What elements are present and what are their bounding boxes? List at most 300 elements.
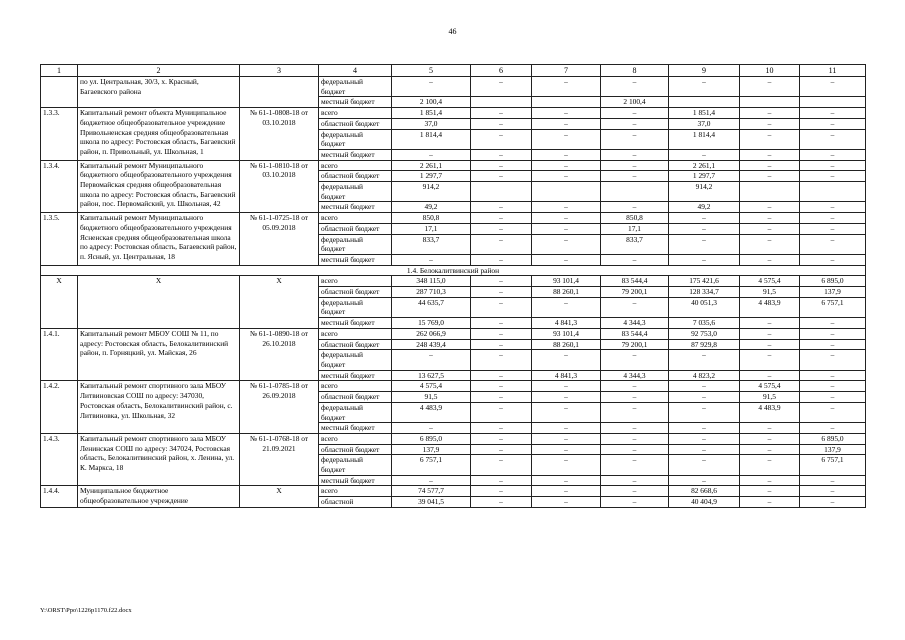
amount-cell: – [669, 381, 740, 392]
amount-cell: – [471, 433, 532, 444]
amount-cell: – [532, 234, 601, 254]
amount-cell: 137,9 [800, 444, 866, 455]
amount-cell: – [532, 171, 601, 182]
funding-source: федеральный бюджет [319, 455, 392, 475]
section-title: 1.4. Белокалитвинский район [41, 265, 866, 276]
amount-cell: – [800, 108, 866, 119]
amount-cell: – [800, 223, 866, 234]
amount-cell [471, 182, 532, 202]
amount-cell: – [740, 149, 800, 160]
amount-cell: – [669, 433, 740, 444]
amount-cell: 40 051,3 [669, 297, 740, 317]
amount-cell: – [740, 108, 800, 119]
amount-cell: – [669, 213, 740, 224]
amount-cell: – [800, 149, 866, 160]
amount-cell: – [601, 108, 669, 119]
object-name: по ул. Центральная, 30/3, х. Красный, Багаевского района [78, 77, 240, 108]
funding-source: местный бюджет [319, 370, 392, 381]
amount-cell: – [740, 444, 800, 455]
column-header-row [41, 65, 866, 77]
amount-cell [471, 97, 532, 108]
amount-cell: – [471, 423, 532, 434]
amount-cell [601, 182, 669, 202]
amount-cell: 39 041,5 [392, 497, 471, 508]
column-header: 1 [41, 65, 78, 77]
amount-cell: 2 261,1 [669, 160, 740, 171]
amount-cell: – [532, 202, 601, 213]
object-name: Капитальный ремонт объекта Муниципальное бюджетное общеобразовательное учреждение Привольненская средняя общеобразовательная школа по адресу: Ростовская область, Багаевский район, п. Привольный, ул. Школьная, 1 [78, 108, 240, 161]
amount-cell: – [740, 455, 800, 475]
funding-source: областной бюджет [319, 118, 392, 129]
funding-source: федеральный бюджет [319, 402, 392, 422]
amount-cell: – [800, 475, 866, 486]
amount-cell: 1 297,7 [392, 171, 471, 182]
funding-source: областной бюджет [319, 392, 392, 403]
column-header: 10 [740, 65, 800, 77]
amount-cell: – [532, 433, 601, 444]
funding-source: всего [319, 486, 392, 497]
amount-cell: – [740, 497, 800, 508]
amount-cell: – [800, 381, 866, 392]
column-header: 3 [240, 65, 319, 77]
row-number [41, 77, 78, 108]
amount-cell: – [800, 370, 866, 381]
table-row [41, 276, 866, 287]
amount-cell: – [669, 149, 740, 160]
object-name: Капитальный ремонт спортивного зала МБОУ Ленинская СОШ по адресу: 347024, Ростовская область, Белокалитвинский район, х. Ленина, ул. К. Маркса, 18 [78, 433, 240, 486]
amount-cell: – [601, 129, 669, 149]
amount-cell: – [471, 497, 532, 508]
amount-cell: – [471, 318, 532, 329]
amount-cell: – [471, 339, 532, 350]
amount-cell [532, 182, 601, 202]
amount-cell: 17,1 [392, 223, 471, 234]
funding-source: всего [319, 328, 392, 339]
amount-cell: – [392, 350, 471, 370]
amount-cell: – [800, 497, 866, 508]
object-name: Х [78, 276, 240, 329]
amount-cell [800, 97, 866, 108]
amount-cell: – [532, 381, 601, 392]
amount-cell: – [800, 392, 866, 403]
amount-cell: 6 895,0 [392, 433, 471, 444]
amount-cell: – [532, 254, 601, 265]
amount-cell: – [601, 77, 669, 97]
funding-source: областной бюджет [319, 287, 392, 298]
amount-cell: – [471, 213, 532, 224]
amount-cell: – [532, 118, 601, 129]
object-name: Капитальный ремонт Муниципального бюджетного общеобразовательного учреждения Ясненская средняя общеобразовательная школа по адресу: Ростовская область, Багаевский район, п. Ясный, ул. Центральная, 18 [78, 213, 240, 266]
amount-cell: – [740, 254, 800, 265]
amount-cell: 175 421,6 [669, 276, 740, 287]
amount-cell: 6 757,1 [800, 455, 866, 475]
amount-cell: – [392, 475, 471, 486]
amount-cell: 79 200,1 [601, 287, 669, 298]
table-row [41, 213, 866, 224]
row-number: Х [41, 276, 78, 329]
amount-cell: – [740, 77, 800, 97]
amount-cell: – [471, 118, 532, 129]
funding-source: всего [319, 160, 392, 171]
amount-cell: – [471, 77, 532, 97]
amount-cell: – [532, 223, 601, 234]
amount-cell: – [532, 402, 601, 422]
object-name: Муниципальное бюджетное общеобразовательное учреждение [78, 486, 240, 507]
funding-source: федеральный бюджет [319, 182, 392, 202]
table-row [41, 381, 866, 392]
document-ref: № 61-1-0785-18 от 26.09.2018 [240, 381, 319, 434]
funding-source: областной [319, 497, 392, 508]
budget-table [40, 64, 866, 508]
amount-cell: – [532, 444, 601, 455]
amount-cell: – [740, 350, 800, 370]
page-number: 46 [448, 27, 457, 36]
amount-cell: – [532, 486, 601, 497]
funding-source: федеральный бюджет [319, 350, 392, 370]
funding-source: местный бюджет [319, 149, 392, 160]
amount-cell: 4 575,4 [740, 381, 800, 392]
amount-cell: – [740, 423, 800, 434]
amount-cell: – [532, 160, 601, 171]
funding-source: местный бюджет [319, 423, 392, 434]
amount-cell: – [471, 370, 532, 381]
amount-cell: – [740, 171, 800, 182]
amount-cell: 4 344,3 [601, 318, 669, 329]
amount-cell: – [669, 392, 740, 403]
amount-cell: – [601, 497, 669, 508]
amount-cell: – [800, 202, 866, 213]
amount-cell: 37,0 [669, 118, 740, 129]
amount-cell: 248 439,4 [392, 339, 471, 350]
amount-cell: – [669, 455, 740, 475]
amount-cell: – [800, 423, 866, 434]
amount-cell: – [471, 297, 532, 317]
amount-cell: – [669, 423, 740, 434]
amount-cell: 348 115,0 [392, 276, 471, 287]
document-ref: № 61-1-0808-18 от 03.10.2018 [240, 108, 319, 161]
amount-cell: – [800, 129, 866, 149]
amount-cell: 37,0 [392, 118, 471, 129]
column-header: 5 [392, 65, 471, 77]
amount-cell: 1 814,4 [392, 129, 471, 149]
amount-cell: – [532, 392, 601, 403]
funding-source: федеральный бюджет [319, 129, 392, 149]
amount-cell: – [471, 287, 532, 298]
amount-cell: – [740, 223, 800, 234]
amount-cell: – [601, 254, 669, 265]
amount-cell: 4 483,9 [740, 402, 800, 422]
row-number: 1.4.2. [41, 381, 78, 434]
amount-cell: – [800, 160, 866, 171]
amount-cell: – [601, 381, 669, 392]
amount-cell: 13 627,5 [392, 370, 471, 381]
amount-cell: 1 297,7 [669, 171, 740, 182]
column-header: 11 [800, 65, 866, 77]
amount-cell: – [601, 455, 669, 475]
amount-cell: – [532, 475, 601, 486]
amount-cell: – [471, 254, 532, 265]
amount-cell: 82 668,6 [669, 486, 740, 497]
amount-cell: – [471, 402, 532, 422]
amount-cell: – [532, 149, 601, 160]
column-header: 7 [532, 65, 601, 77]
amount-cell: 1 851,4 [669, 108, 740, 119]
column-header: 8 [601, 65, 669, 77]
amount-cell: – [471, 223, 532, 234]
amount-cell: – [601, 486, 669, 497]
funding-source: всего [319, 381, 392, 392]
amount-cell: – [800, 328, 866, 339]
row-number: 1.4.4. [41, 486, 78, 507]
row-number: 1.3.3. [41, 108, 78, 161]
amount-cell: – [601, 444, 669, 455]
amount-cell: – [601, 475, 669, 486]
amount-cell: 850,8 [392, 213, 471, 224]
amount-cell: – [740, 318, 800, 329]
amount-cell: 40 404,9 [669, 497, 740, 508]
table-row [41, 108, 866, 119]
row-number: 1.4.3. [41, 433, 78, 486]
amount-cell: – [740, 234, 800, 254]
amount-cell: 74 577,7 [392, 486, 471, 497]
amount-cell: – [669, 234, 740, 254]
amount-cell: 91,5 [740, 392, 800, 403]
amount-cell: – [740, 339, 800, 350]
table-row [41, 160, 866, 171]
amount-cell: – [669, 77, 740, 97]
amount-cell: – [471, 234, 532, 254]
amount-cell: 6 895,0 [800, 276, 866, 287]
amount-cell: – [740, 370, 800, 381]
amount-cell: 4 483,9 [740, 297, 800, 317]
amount-cell: – [740, 433, 800, 444]
amount-cell: 44 635,7 [392, 297, 471, 317]
funding-source: всего [319, 213, 392, 224]
amount-cell: – [669, 254, 740, 265]
amount-cell: – [740, 475, 800, 486]
amount-cell: – [800, 318, 866, 329]
amount-cell: 6 757,1 [800, 297, 866, 317]
amount-cell: 833,7 [392, 234, 471, 254]
amount-cell: – [471, 455, 532, 475]
amount-cell: – [601, 402, 669, 422]
amount-cell: – [800, 213, 866, 224]
amount-cell: – [392, 149, 471, 160]
document-ref: № 61-1-0890-18 от 26.10.2018 [240, 328, 319, 381]
amount-cell: – [601, 171, 669, 182]
amount-cell: 6 895,0 [800, 433, 866, 444]
document-ref: Х [240, 276, 319, 329]
amount-cell: 2 261,1 [392, 160, 471, 171]
amount-cell: 88 260,1 [532, 339, 601, 350]
amount-cell: – [740, 118, 800, 129]
section-row [41, 265, 866, 276]
amount-cell: 93 101,4 [532, 328, 601, 339]
amount-cell: – [471, 392, 532, 403]
funding-source: местный бюджет [319, 202, 392, 213]
amount-cell: – [601, 118, 669, 129]
document-ref: № 61-1-0768-18 от 21.09.2021 [240, 433, 319, 486]
amount-cell: – [471, 350, 532, 370]
amount-cell: 49,2 [392, 202, 471, 213]
funding-source: федеральный бюджет [319, 77, 392, 97]
amount-cell: – [471, 328, 532, 339]
document-ref: № 61-1-0810-18 от 03.10.2018 [240, 160, 319, 213]
amount-cell: 850,8 [601, 213, 669, 224]
amount-cell: – [471, 475, 532, 486]
amount-cell: – [669, 475, 740, 486]
row-number: 1.3.4. [41, 160, 78, 213]
amount-cell: 91,5 [392, 392, 471, 403]
amount-cell: 4 841,3 [532, 318, 601, 329]
amount-cell: 7 035,6 [669, 318, 740, 329]
amount-cell: – [471, 486, 532, 497]
amount-cell: 4 483,9 [392, 402, 471, 422]
amount-cell: – [601, 202, 669, 213]
amount-cell [740, 182, 800, 202]
column-header: 4 [319, 65, 392, 77]
amount-cell: 87 929,8 [669, 339, 740, 350]
amount-cell: 914,2 [392, 182, 471, 202]
amount-cell: 4 823,2 [669, 370, 740, 381]
amount-cell: – [392, 254, 471, 265]
row-number: 1.3.5. [41, 213, 78, 266]
column-header: 6 [471, 65, 532, 77]
amount-cell: 4 575,4 [392, 381, 471, 392]
amount-cell: – [532, 455, 601, 475]
funding-source: всего [319, 276, 392, 287]
amount-cell: – [471, 202, 532, 213]
table-row [41, 77, 866, 97]
funding-source: областной бюджет [319, 171, 392, 182]
amount-cell: – [471, 108, 532, 119]
amount-cell: – [800, 486, 866, 497]
amount-cell: – [601, 297, 669, 317]
amount-cell: – [800, 171, 866, 182]
amount-cell: – [740, 160, 800, 171]
amount-cell: 128 334,7 [669, 287, 740, 298]
amount-cell: – [800, 339, 866, 350]
amount-cell: 83 544,4 [601, 276, 669, 287]
amount-cell: 4 841,3 [532, 370, 601, 381]
amount-cell: – [532, 108, 601, 119]
amount-cell: 88 260,1 [532, 287, 601, 298]
amount-cell: – [532, 350, 601, 370]
amount-cell: 4 575,4 [740, 276, 800, 287]
amount-cell: – [471, 171, 532, 182]
amount-cell: – [601, 149, 669, 160]
amount-cell: 17,1 [601, 223, 669, 234]
amount-cell: 287 710,3 [392, 287, 471, 298]
amount-cell: – [471, 381, 532, 392]
amount-cell: – [800, 234, 866, 254]
amount-cell: 91,5 [740, 287, 800, 298]
amount-cell: – [471, 276, 532, 287]
funding-source: всего [319, 108, 392, 119]
funding-source: местный бюджет [319, 97, 392, 108]
amount-cell: – [532, 213, 601, 224]
amount-cell: – [800, 402, 866, 422]
amount-cell: – [669, 223, 740, 234]
row-number: 1.4.1. [41, 328, 78, 381]
amount-cell: – [471, 129, 532, 149]
amount-cell: 6 757,1 [392, 455, 471, 475]
amount-cell [800, 182, 866, 202]
amount-cell [532, 97, 601, 108]
amount-cell: 49,2 [669, 202, 740, 213]
amount-cell: – [740, 129, 800, 149]
table-row [41, 486, 866, 497]
document-ref: № 61-1-0725-18 от 05.09.2018 [240, 213, 319, 266]
amount-cell: 4 344,3 [601, 370, 669, 381]
funding-source: областной бюджет [319, 223, 392, 234]
amount-cell: – [392, 423, 471, 434]
funding-source: областной бюджет [319, 339, 392, 350]
funding-source: федеральный бюджет [319, 297, 392, 317]
amount-cell: 137,9 [392, 444, 471, 455]
amount-cell: – [740, 328, 800, 339]
object-name: Капитальный ремонт Муниципального бюджетного общеобразовательного учреждения Первомайская средняя общеобразовательная школа по адресу: Ростовская область, Багаевский район, пос. Первомайский, ул. Школьная, 42 [78, 160, 240, 213]
amount-cell: – [740, 213, 800, 224]
amount-cell: – [740, 202, 800, 213]
amount-cell: 83 544,4 [601, 328, 669, 339]
amount-cell: 262 066,9 [392, 328, 471, 339]
amount-cell: – [740, 486, 800, 497]
table-row [41, 328, 866, 339]
funding-source: всего [319, 433, 392, 444]
amount-cell: 914,2 [669, 182, 740, 202]
amount-cell: – [800, 77, 866, 97]
amount-cell [669, 97, 740, 108]
amount-cell: 92 753,0 [669, 328, 740, 339]
amount-cell: 2 100,4 [601, 97, 669, 108]
amount-cell: – [601, 433, 669, 444]
column-header: 2 [78, 65, 240, 77]
amount-cell: – [532, 129, 601, 149]
amount-cell: 93 101,4 [532, 276, 601, 287]
amount-cell [740, 97, 800, 108]
amount-cell: – [800, 350, 866, 370]
amount-cell: – [669, 402, 740, 422]
funding-source: федеральный бюджет [319, 234, 392, 254]
amount-cell: – [532, 77, 601, 97]
funding-source: местный бюджет [319, 475, 392, 486]
amount-cell: – [669, 350, 740, 370]
amount-cell: – [471, 160, 532, 171]
amount-cell: – [601, 392, 669, 403]
amount-cell: – [601, 423, 669, 434]
table-row [41, 433, 866, 444]
amount-cell: – [532, 497, 601, 508]
amount-cell: – [471, 444, 532, 455]
amount-cell: – [532, 423, 601, 434]
amount-cell: 833,7 [601, 234, 669, 254]
amount-cell: 137,9 [800, 287, 866, 298]
funding-source: областной бюджет [319, 444, 392, 455]
amount-cell: – [669, 444, 740, 455]
file-path-footer: Y:\ORST\Ppo\1226p1170.f22.docx [40, 607, 132, 614]
amount-cell: – [800, 118, 866, 129]
amount-cell: 2 100,4 [392, 97, 471, 108]
amount-cell: – [471, 149, 532, 160]
document-ref [240, 77, 319, 108]
amount-cell: – [392, 77, 471, 97]
amount-cell: 1 851,4 [392, 108, 471, 119]
document-ref: Х [240, 486, 319, 507]
amount-cell: 15 769,0 [392, 318, 471, 329]
amount-cell: – [601, 350, 669, 370]
amount-cell: – [800, 254, 866, 265]
